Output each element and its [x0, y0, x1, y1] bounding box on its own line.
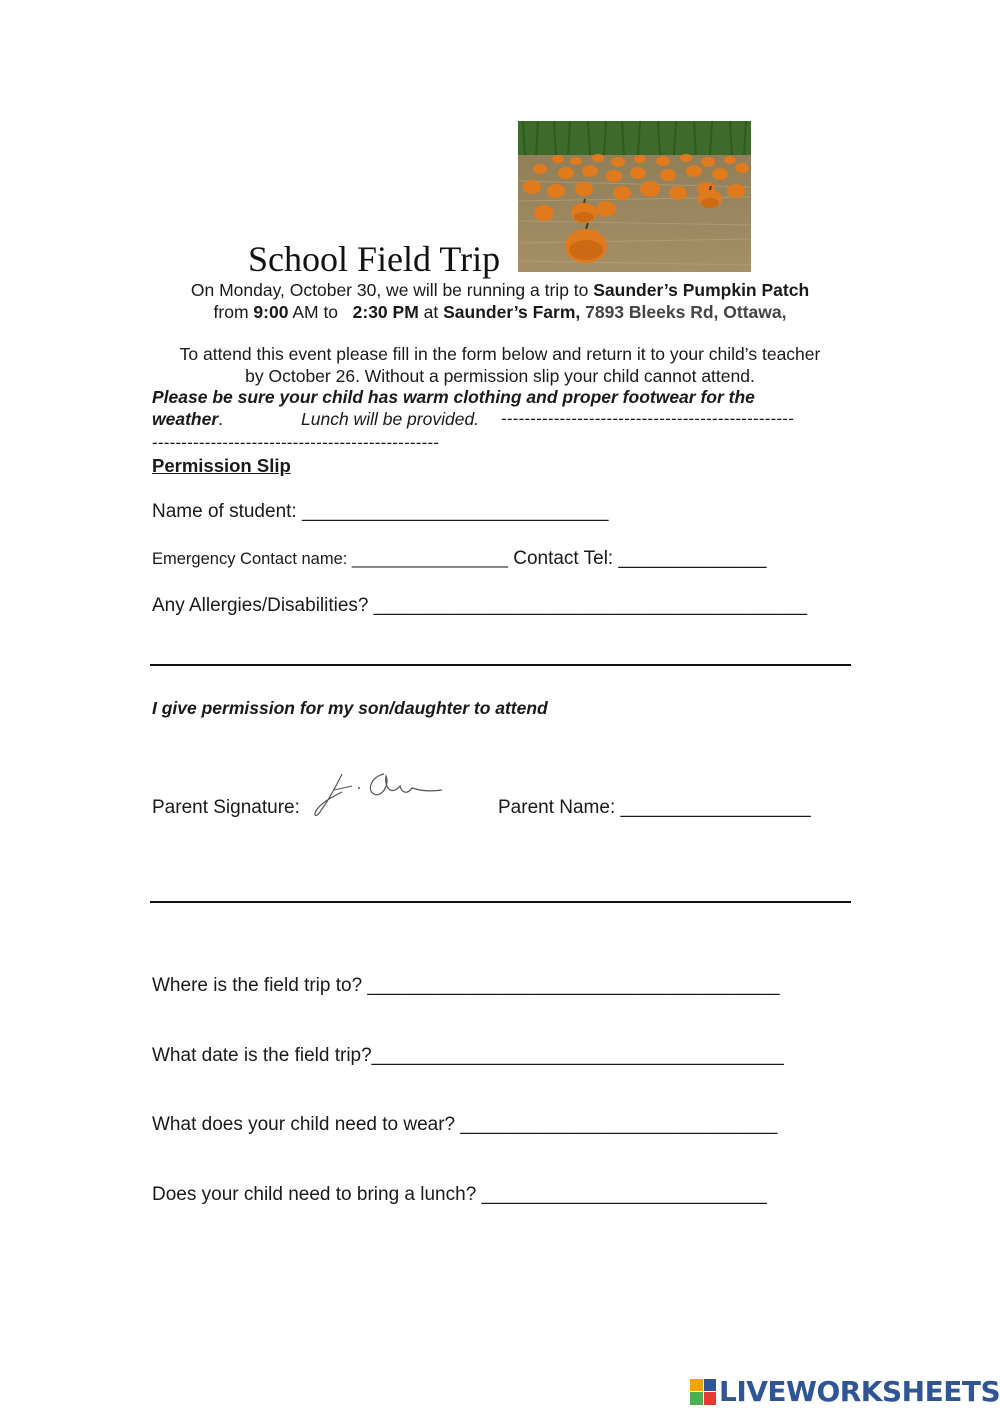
contact-tel-field[interactable]: Contact Tel: ______________: [513, 548, 767, 569]
intro-text: from: [213, 302, 254, 322]
divider: [150, 901, 851, 903]
start-time: 9:00: [253, 302, 289, 322]
permission-statement: I give permission for my son/daughter to attend: [152, 698, 548, 718]
lunch-note: Lunch will be provided.: [301, 409, 480, 429]
brand-name: LIVEWORKSHEETS: [719, 1375, 1000, 1408]
permission-slip-heading: Permission Slip: [152, 455, 291, 476]
signature-image[interactable]: [312, 768, 447, 825]
destination-name: Saunder’s Pumpkin Patch: [593, 280, 810, 300]
intro-text: AM to: [288, 302, 353, 322]
intro-text: On Monday, October 30, we will be running a trip to: [190, 280, 594, 300]
intro-text: at: [418, 302, 444, 322]
allergies-field[interactable]: Any Allergies/Disabilities? _________________________________________: [152, 595, 808, 616]
instructions-line-2: by October 26. Without a permission slip your child cannot attend.: [245, 366, 755, 386]
question-clothing[interactable]: What does your child need to wear? ______________________________: [152, 1114, 778, 1135]
intro-line-1: [140, 280, 860, 301]
end-time: 2:30 PM: [352, 302, 419, 322]
liveworksheets-logo: [690, 1375, 1000, 1408]
emergency-contact-field[interactable]: Emergency Contact name: _________________: [152, 550, 508, 568]
question-lunch[interactable]: Does your child need to bring a lunch? ___________________________: [152, 1184, 767, 1205]
farm-name: Saunder’s Farm,: [443, 302, 581, 322]
parent-signature-label: Parent Signature:: [152, 797, 300, 818]
warm-clothing-text: Please be sure your child has warm clothing and proper footwear for the: [152, 387, 755, 407]
period: .: [218, 409, 224, 429]
pumpkin-patch-photo: [518, 121, 751, 272]
parent-name-field[interactable]: Parent Name: __________________: [498, 797, 811, 818]
student-name-field[interactable]: Name of student: _____________________________: [152, 501, 609, 522]
cut-line-dashes: --------------------------------------------------: [501, 409, 795, 428]
question-destination[interactable]: Where is the field trip to? _______________________________________: [152, 975, 780, 996]
instructions-line-1: To attend this event please fill in the form below and return it to your child’s teacher: [179, 344, 821, 364]
liveworksheets-icon: [690, 1379, 716, 1405]
divider: [150, 664, 851, 666]
intro-line-2: [140, 302, 860, 323]
farm-address: 7893 Bleeks Rd, Ottawa,: [580, 302, 787, 322]
weather-lunch-line: [152, 408, 479, 430]
question-date[interactable]: What date is the field trip?_______________________________________: [152, 1045, 784, 1066]
page-title: School Field Trip: [248, 239, 501, 279]
warm-clothing-note: [152, 386, 852, 408]
weather-word: weather: [152, 409, 219, 429]
cut-line-dashes: -------------------------------------------------: [152, 433, 440, 452]
emergency-contact-row: [152, 548, 766, 570]
